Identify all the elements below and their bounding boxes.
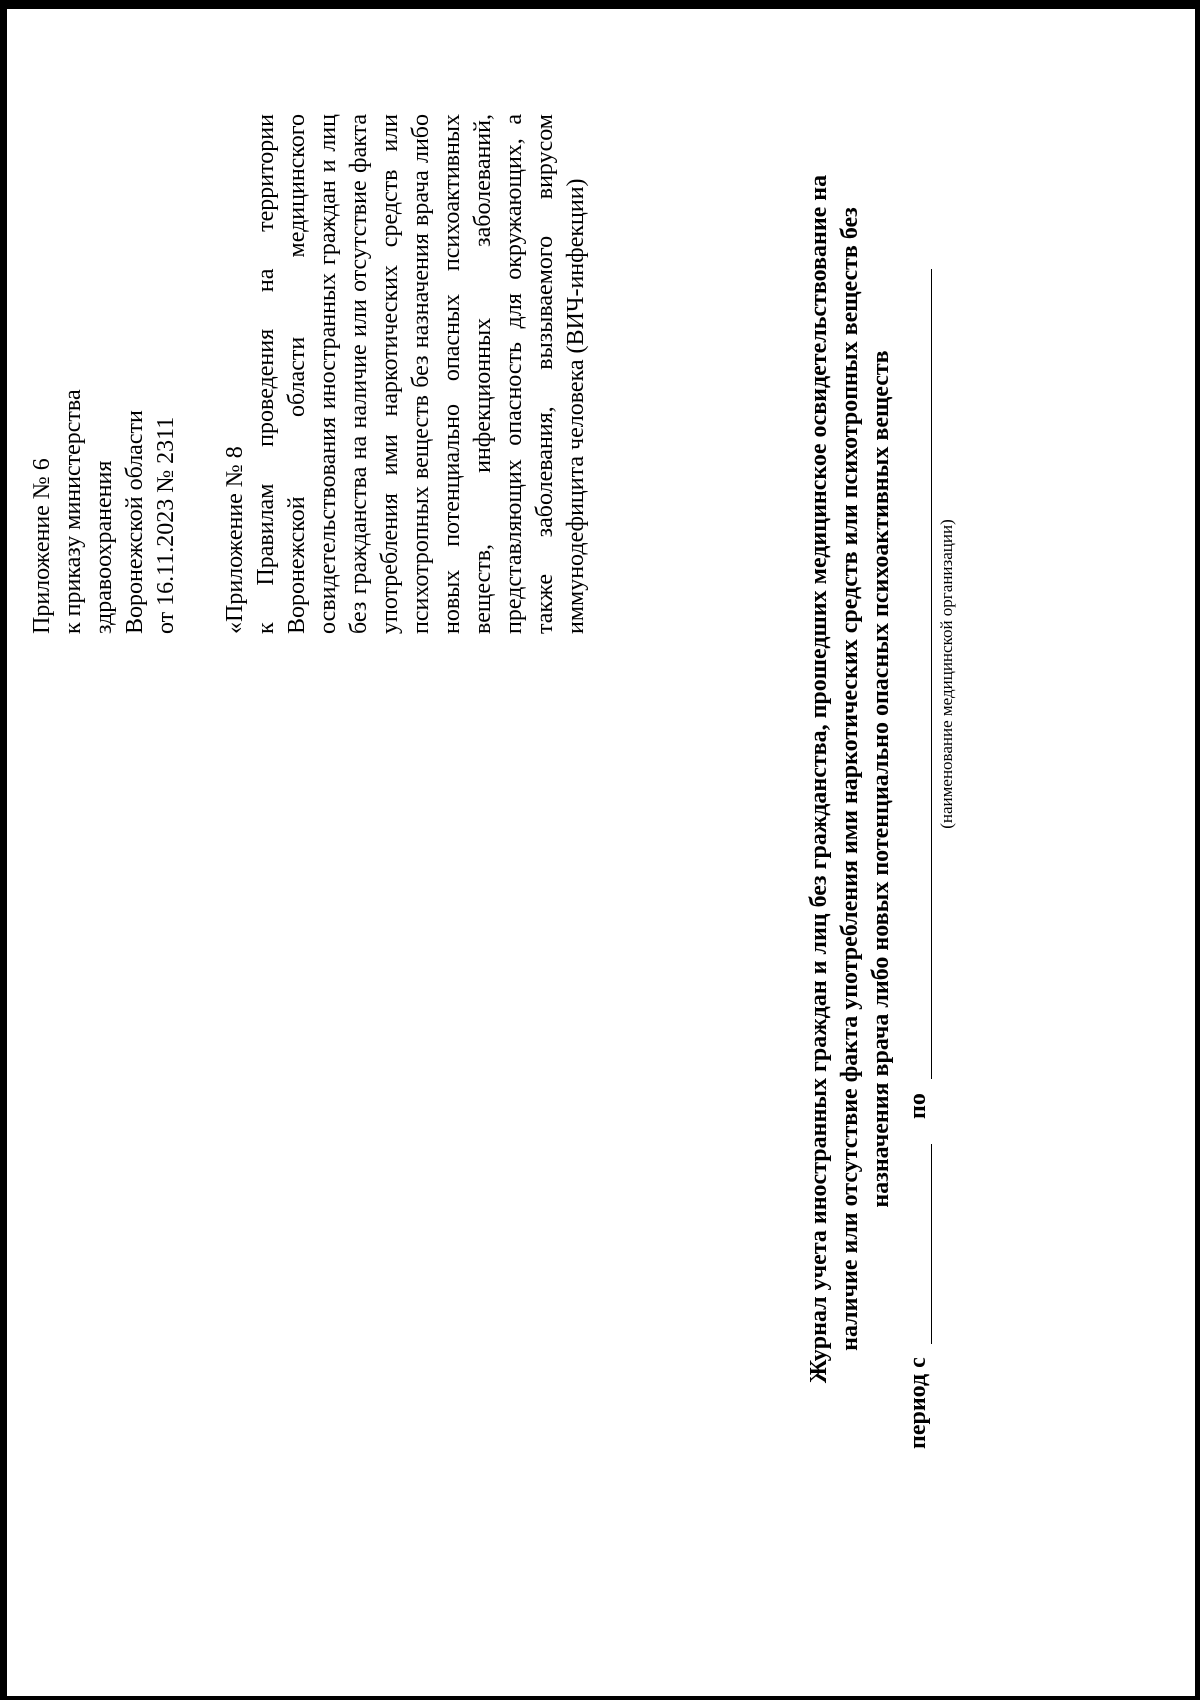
- journal-title: [804, 109, 897, 1449]
- period-row: [905, 109, 956, 1449]
- appendix-header-line: Воронежской области: [122, 410, 148, 634]
- journal-title-line: назначения врача либо новых потенциально опасных психоактивных веществ: [868, 350, 894, 1208]
- appendix-header-line: здравоохранения: [91, 460, 117, 634]
- rotated-content: [27, 59, 1127, 1659]
- rules-block: [220, 114, 592, 634]
- appendix-block: [27, 114, 592, 634]
- period-from-field[interactable]: [931, 1144, 932, 1344]
- organization-caption: (наименование медицинской организации): [937, 519, 956, 829]
- rules-title: «Приложение № 8: [222, 446, 248, 634]
- rules-text: к Правилам проведения на территории Воронежской области медицинского освидетельствования иностранных граждан и лиц без гражданства на наличие или отсутствие факта употребления ими наркотических средств или психотропных веществ без назначения врача либо новых потенциально опасных психоактивных веществ, инфекционных заболеваний, представляющих опасность для окружающих, а также заболевания, вызываемого вирусом иммунодефицита человека (ВИЧ-инфекции): [253, 114, 589, 634]
- journal-title-line: наличие или отсутствие факта употребления ими наркотических средств или психотропных веществ без: [837, 207, 863, 1351]
- period-to-label: по: [905, 1093, 931, 1119]
- organization-name-field[interactable]: [931, 269, 932, 1079]
- appendix-header-line: от 16.11.2023 № 2311: [153, 416, 179, 634]
- appendix-header-line: к приказу министерства: [60, 389, 86, 634]
- appendix-header-line: Приложение № 6: [29, 458, 55, 634]
- period-from-label: период с: [905, 1357, 931, 1449]
- journal-title-line: Журнал учета иностранных граждан и лиц без гражданства, прошедших медицинское освидетельствование на: [806, 174, 832, 1384]
